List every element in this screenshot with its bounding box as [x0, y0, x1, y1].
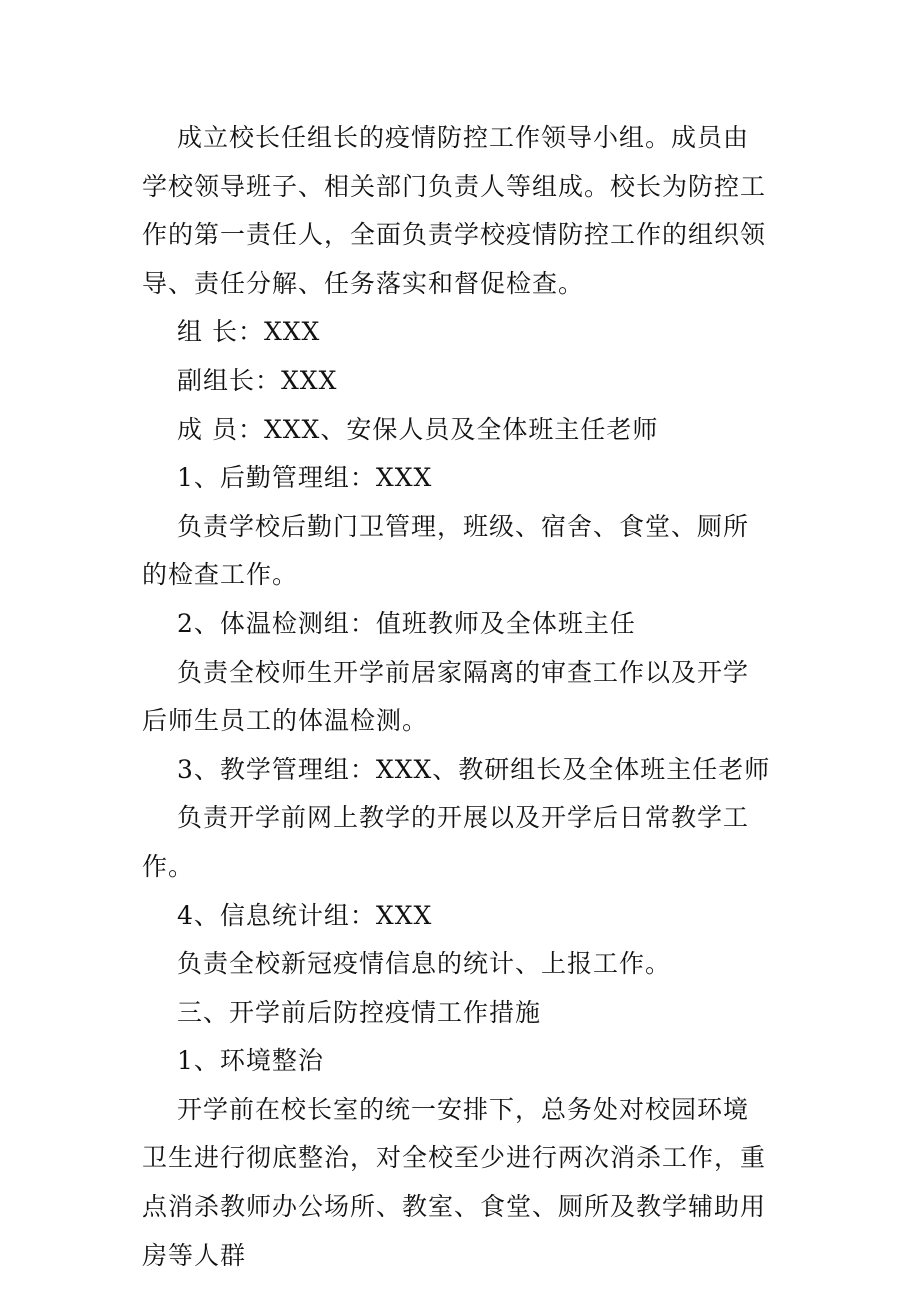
section-heading-measures: 三、开学前后防控疫情工作措施: [177, 997, 542, 1027]
paragraph-temperature-group: 2、体温检测组：值班教师及全体班主任: [177, 608, 636, 638]
paragraph-environment-detail: 开学前在校长室的统一安排下，总务处对校园环境卫生进行彻底整治，对全校至少进行两次消杀工作，重点消杀教师办公场所、教室、食堂、厕所及教学辅助用房等人群: [142, 1094, 767, 1270]
paragraph-logistics-duty: 负责学校后勤门卫管理，班级、宿舍、食堂、厕所的检查工作。: [142, 511, 750, 590]
paragraph-statistics-duty: 负责全校新冠疫情信息的统计、上报工作。: [177, 949, 672, 979]
paragraph-temperature-duty: 负责全校师生开学前居家隔离的审查工作以及开学后师生员工的体温检测。: [142, 657, 750, 736]
paragraph-members: 成 员：XXX、安保人员及全体班主任老师: [177, 414, 659, 444]
paragraph-leadership-group: 成立校长任组长的疫情防控工作领导小组。成员由学校领导班子、相关部门负责人等组成。校长为防控工作的第一责任人，全面负责学校疫情防控工作的组织领导、责任分解、任务落实和督促检查。: [142, 123, 767, 298]
document-body: [142, 114, 774, 1280]
paragraph-group-leader: 组 长：XXX: [177, 317, 321, 347]
paragraph-teaching-group: 3、教学管理组：XXX、教研组长及全体班主任老师: [177, 754, 771, 784]
paragraph-statistics-group: 4、信息统计组：XXX: [177, 900, 433, 930]
paragraph-deputy-leader: 副组长：XXX: [177, 365, 338, 395]
paragraph-teaching-duty: 负责开学前网上教学的开展以及开学后日常教学工作。: [142, 803, 750, 881]
paragraph-logistics-group: 1、后勤管理组：XXX: [177, 463, 433, 493]
subheading-environment: 1、环境整治: [177, 1046, 324, 1076]
